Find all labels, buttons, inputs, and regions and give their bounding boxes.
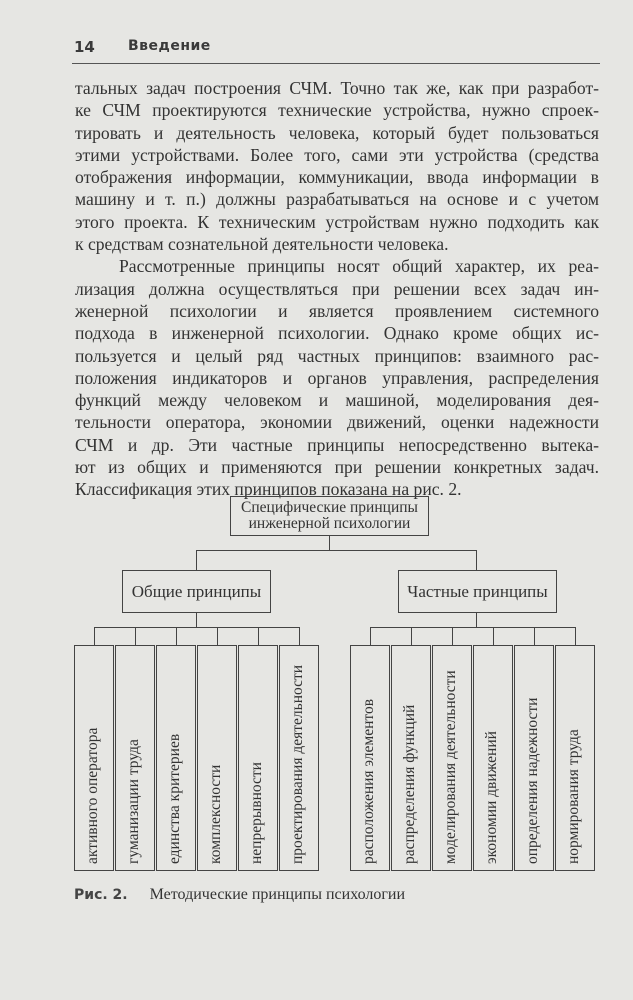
text-line: положения индикаторов и органов управления, распределения [75,367,599,388]
connector [370,627,576,628]
connector [94,627,95,645]
general-principle-box [197,645,237,871]
text-line: Классификация этих принципов показана на рис. 2. [75,479,462,500]
text-line: подхода в инженерной психологии. Однако кроме общих ис- [75,323,599,344]
general-principle-label: непрерывности [248,762,265,864]
text-line: лизация должна осуществляться при решении всех задач ин- [75,278,599,299]
root-box [230,496,429,536]
particular-principle-box [514,645,554,871]
root-label-line1: Специфические принципы [241,499,418,516]
header-rule [72,63,600,64]
text-line: СЧМ и др. Эти частные принципы непосредственно вытека- [75,434,599,455]
root-label-line2: инженерной психологии [248,515,411,532]
connector [196,550,197,570]
caption-text: Методические принципы психологии [149,886,406,903]
connector [94,627,300,628]
connector [329,536,330,551]
general-principle-label: активного оператора [84,727,101,864]
connector [135,627,136,645]
particular-principle-box [391,645,431,871]
connector [196,550,477,551]
general-principle-label: проектирования деятельности [289,664,306,864]
connector [196,613,197,627]
text-line: пользуется и целый ряд частных принципов: взаимного рас- [75,345,599,366]
page-number: 14 [74,38,95,56]
text-line: отображения информации, коммуникации, ввода информации в [75,167,599,188]
connector [176,627,177,645]
general-principle-box [156,645,196,871]
particular-principle-box [350,645,390,871]
caption-label: Рис. 2. [74,887,128,903]
particular-principle-box [555,645,595,871]
particular-principle-label: экономии движений [483,731,500,864]
general-principle-box [238,645,278,871]
text-line: функций между человеком и машиной, моделирования дея- [75,390,599,411]
connector [370,627,371,645]
particular-principle-label: моделирования деятельности [442,670,459,864]
connector [476,550,477,570]
general-label: Общие принципы [131,581,262,601]
connector [575,627,576,645]
particular-principle-box [432,645,472,871]
particular-principles-box [398,570,557,613]
connector [476,613,477,627]
general-principles-box [122,570,271,613]
general-principle-label: комплексности [207,764,224,864]
text-line: тальных задач построения СЧМ. Точно так же, как при разработ- [75,78,599,98]
particular-principle-label: расположения элементов [360,698,377,864]
connector [452,627,453,645]
connector [258,627,259,645]
general-principle-box [74,645,114,871]
particular-principle-box [473,645,513,871]
text-line: женерной психологии и является проявлением системного [75,300,599,321]
connector [217,627,218,645]
particular-principle-label: нормирования труда [565,729,582,864]
text-line: тельности оператора, экономии движений, оценки надежности [75,412,599,433]
connector [411,627,412,645]
text-line: ке СЧМ проектируются технические устройства, нужно спроек- [75,100,599,121]
particular-label: Частные принципы [407,581,548,601]
general-principle-label: гуманизации труда [125,739,142,864]
text-line: тировать и деятельность человека, который будет пользоваться [75,122,599,143]
connector [299,627,300,645]
connector [534,627,535,645]
general-principle-box [279,645,319,871]
particular-principle-label: распределения функций [401,704,418,864]
figure-caption [74,886,405,904]
text-line: к средствам сознательной деятельности человека. [75,234,449,255]
general-principle-label: единства критериев [166,733,183,864]
text-line: машину и т. п.) должны разрабатываться на основе и с учетом [75,189,599,210]
text-line: этими устройствами. Более того, сами эти устройства (средства [75,144,599,165]
text-line: Рассмотренные принципы носят общий характер, их реа- [119,256,599,277]
text-line: ют из общих и применяются при решении конкретных задач. [75,457,599,478]
section-title: Введение [128,38,211,54]
body-text [75,77,599,501]
text-line: этого проекта. К техническим устройствам нужно подходить как [75,211,599,232]
particular-principle-label: определения надежности [524,697,541,864]
connector [493,627,494,645]
general-principle-box [115,645,155,871]
